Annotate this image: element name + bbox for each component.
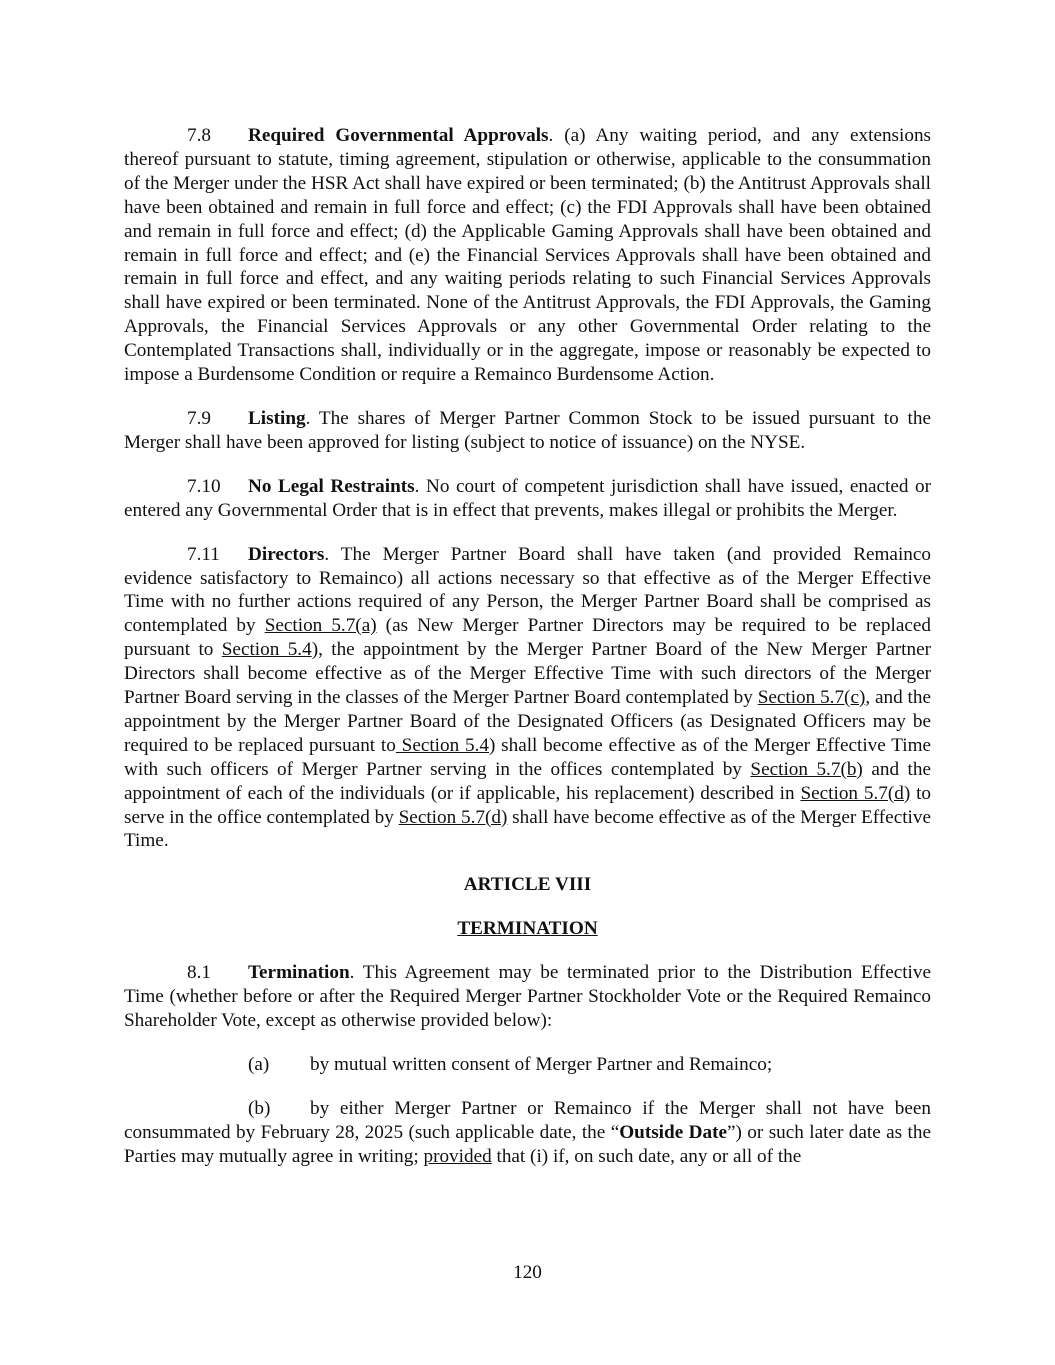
- section-body: . (a) Any waiting period, and any extensions thereof pursuant to statute, timing agreement, stipulation or otherwise, applicable to the consummation of the Merger under the HSR Act shall have expired or been terminated; (b) the Antitrust Approvals shall have been obtained and remain in full force and effect; (c) the FDI Approvals shall have been obtained and remain in full force and effect; (d) the Applicable Gaming Approvals shall have been obtained and remain in full force and effect; and (e) the Financial Services Approvals shall have been obtained and remain in full force and effect, and any waiting periods relating to such Financial Services Approvals shall have expired or been terminated. None of the Antitrust Approvals, the FDI Approvals, the Gaming Approvals, the Financial Services Approvals or any other Governmental Order relating to the Contemplated Transactions shall, individually or in the aggregate, impose or reasonably be expected to impose a Burdensome Condition or require a Remainco Burdensome Action.: [124, 125, 932, 386]
- clause-8-1-b: [124, 1097, 931, 1169]
- section-reference: Section 5.7(b): [750, 758, 863, 780]
- section-7-8: [124, 124, 931, 387]
- section-text: . The Merger Partner Board shall have taken (and provided Remainco evidence satisfactory to Remainco) all actions necessary so that effective as of the Merger Effective Time with no further actions required of any Person, the Merger Partner Board shall be comprised as contemplated by: [124, 543, 931, 637]
- proviso-term: provided: [423, 1145, 492, 1167]
- defined-term: Outside Date: [619, 1121, 727, 1143]
- section-number: 7.9: [187, 407, 211, 429]
- section-text: ) shall become effective as of the Merger Effective Time with such officers of Merger Partner serving in the offices contemplated by: [124, 734, 932, 780]
- clause-text: by mutual written consent of Merger Partner and Remainco;: [310, 1053, 773, 1075]
- article-number: ARTICLE VIII: [463, 874, 592, 896]
- section-heading: Listing: [248, 407, 306, 429]
- page-number: 120: [513, 1262, 542, 1283]
- clause-text: by either Merger Partner or Remainco if the Merger shall not have been consummated by February 28, 2025 (such applicable date, the “: [124, 1097, 931, 1143]
- section-text: to serve in the office contemplated by: [124, 782, 931, 828]
- section-heading: No Legal Restraints: [248, 475, 415, 497]
- section-body: . This Agreement may be terminated prior to the Distribution Effective Time (whether before or after the Required Merger Partner Stockholder Vote or the Required Remainco Shareholder Vote, except as otherwise provided below):: [124, 962, 931, 1031]
- section-7-9: [124, 407, 931, 455]
- section-heading: Directors: [248, 543, 325, 565]
- section-8-1: [124, 961, 931, 1033]
- section-number: 8.1: [187, 962, 211, 984]
- section-7-10: [124, 475, 931, 523]
- section-number: 7.8: [187, 125, 211, 146]
- section-body: . No court of competent jurisdiction shall have issued, enacted or entered any Governmental Order that is in effect that prevents, makes illegal or prohibits the Merger.: [124, 475, 931, 521]
- section-reference: Section 5.4: [395, 734, 489, 756]
- clause-8-1-a: [124, 1053, 931, 1077]
- section-reference: Section 5.7(d): [800, 782, 911, 804]
- section-reference: Section 5.4: [221, 639, 312, 661]
- clause-text: that (i) if, on such date, any or all of the: [491, 1145, 802, 1167]
- article-title: TERMINATION: [457, 918, 598, 940]
- section-reference: Section 5.7(d): [398, 806, 508, 828]
- section-7-11: [124, 543, 931, 854]
- clause-text: ”) or such later date as the Parties may mutually agree in writing;: [124, 1121, 932, 1167]
- clause-label: (b): [248, 1097, 271, 1119]
- section-number: 7.10: [187, 475, 221, 497]
- section-text: ), the appointment by the Merger Partner Board of the New Merger Partner Directors shall become effective as of the Merger Effective Time with such directors of the Merger Partner Board serving in the classes of the Merger Partner Board contemplated by: [124, 639, 931, 709]
- section-text: and the appointment of each of the individuals (or if applicable, his replacement) described in: [124, 758, 931, 804]
- section-heading: Required Governmental Approvals: [248, 125, 549, 146]
- document-page: [124, 124, 931, 1189]
- section-heading: Termination: [248, 962, 350, 984]
- section-body: . The shares of Merger Partner Common Stock to be issued pursuant to the Merger shall have been approved for listing (subject to notice of issuance) on the NYSE.: [124, 407, 931, 453]
- section-reference: Section 5.7(a): [264, 615, 377, 637]
- section-reference: Section 5.7(c): [757, 687, 866, 709]
- section-text: (as New Merger Partner Directors may be required to be replaced pursuant to: [124, 615, 931, 661]
- section-text: , and the appointment by the Merger Partner Board of the Designated Officers (as Designated Officers may be required to be replaced pursuant to: [124, 687, 931, 756]
- section-text: shall have become effective as of the Merger Effective Time.: [124, 806, 931, 852]
- clause-label: (a): [248, 1053, 270, 1075]
- section-number: 7.11: [187, 543, 220, 565]
